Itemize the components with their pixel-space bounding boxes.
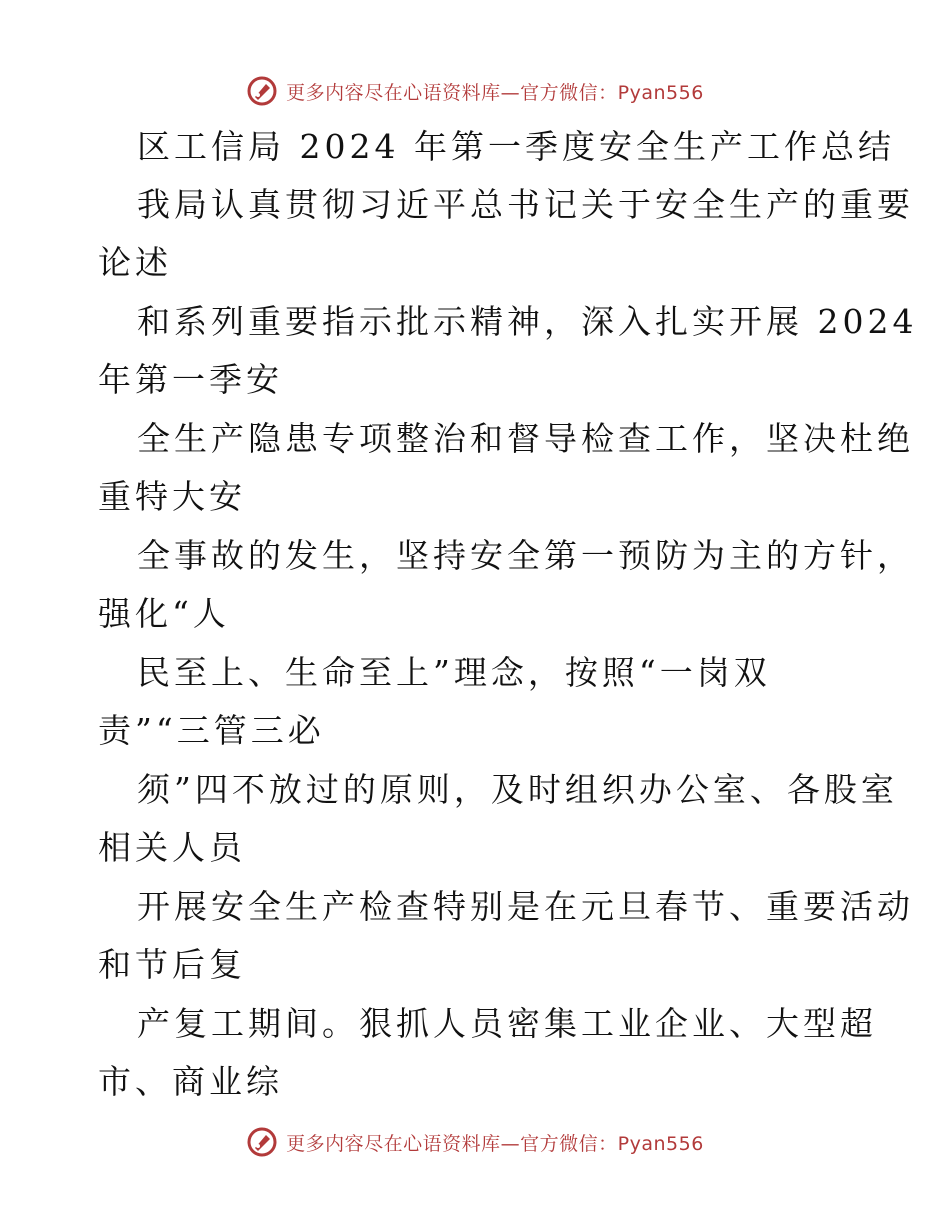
- paragraph-line: 年第一季安: [98, 360, 283, 399]
- paragraph-line: 须”四不放过的原则，及时组织办公室、各股室: [137, 770, 898, 809]
- watermark-text: 更多内容尽在心语资料库—官方微信：Pyan556: [286, 1132, 704, 1155]
- paragraph-line: 和系列重要指示批示精神，深入扎实开展 2024: [137, 302, 918, 341]
- pen-nib-circle-icon: [246, 75, 278, 107]
- watermark-text: 更多内容尽在心语资料库—官方微信：Pyan556: [286, 81, 704, 104]
- paragraph-line: 我局认真贯彻习近平总书记关于安全生产的重要: [137, 185, 914, 224]
- footer-watermark: [0, 1122, 950, 1162]
- paragraph-line: 和节后复: [98, 945, 246, 984]
- paragraph-line: 开展安全生产检查特别是在元旦春节、重要活动: [137, 887, 914, 926]
- paragraph-line: 产复工期间。狠抓人员密集工业企业、大型超: [137, 1004, 877, 1043]
- paragraph-line: 责”“三管三必: [98, 711, 325, 750]
- paragraph-line: 重特大安: [98, 477, 246, 516]
- header-watermark: [0, 71, 950, 111]
- paragraph-line: 论述: [98, 243, 172, 282]
- paragraph-line: 全生产隐患专项整治和督导检查工作，坚决杜绝: [137, 419, 914, 458]
- document-title: 区工信局 2024 年第一季度安全生产工作总结: [137, 127, 895, 166]
- paragraph-line: 民至上、生命至上”理念，按照“一岗双: [137, 653, 771, 692]
- pen-nib-circle-icon: [246, 1126, 278, 1158]
- paragraph-line: 全事故的发生，坚持安全第一预防为主的方针，: [137, 536, 914, 575]
- paragraph-line: 相关人员: [98, 828, 246, 867]
- paragraph-line: 强化“人: [98, 594, 230, 633]
- paragraph-line: 市、商业综: [98, 1062, 283, 1101]
